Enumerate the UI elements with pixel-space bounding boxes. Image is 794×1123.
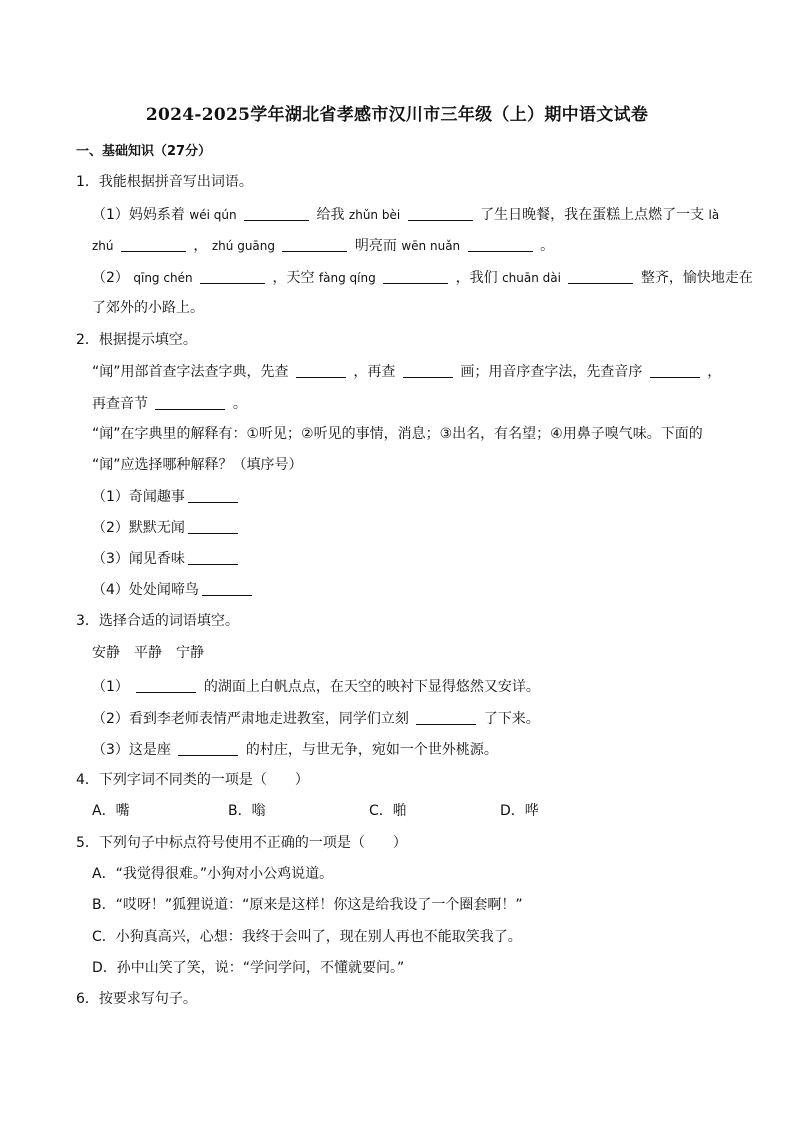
- option-b[interactable]: B．嗡: [228, 803, 266, 819]
- answer-blank[interactable]: [282, 235, 347, 252]
- pinyin: zhǔn bèi: [348, 208, 401, 222]
- question-2-line-3: “闻”在字典里的解释有：①听见；②听见的事情，消息；③出名，有名望；④用鼻子嗅气味。下面的: [92, 426, 703, 442]
- pinyin: wēn nuǎn: [401, 239, 461, 253]
- option-c[interactable]: C．小狗真高兴，心想：我终于会叫了，现在别人再也不能取笑我了。: [92, 929, 522, 945]
- question-1-line-4: 了郊外的小路上。: [92, 300, 204, 316]
- answer-blank[interactable]: [202, 579, 252, 596]
- question-3-stem: 3．选择合适的词语填空。: [76, 613, 239, 629]
- answer-blank[interactable]: [296, 361, 346, 378]
- question-3-line-3: （3）这是座 的村庄，与世无争，宛如一个世外桃源。: [92, 739, 498, 760]
- pinyin: chuān dài: [502, 271, 561, 285]
- option-a[interactable]: A．“我觉得很难。”小狗对小公鸡说道。: [92, 866, 334, 882]
- answer-blank[interactable]: [188, 548, 238, 565]
- answer-blank[interactable]: [188, 517, 238, 534]
- question-6-stem: 6．按要求写句子。: [76, 991, 197, 1007]
- answer-blank[interactable]: [383, 267, 448, 284]
- question-2-item-3: （3）闻见香味: [92, 548, 241, 569]
- pinyin: là: [708, 208, 720, 222]
- answer-blank[interactable]: [136, 676, 196, 693]
- answer-blank[interactable]: [408, 204, 473, 221]
- pinyin: zhú: [92, 239, 114, 253]
- question-2-line-1: “闻”用部首查字法查字典，先查 ，再查 画；用音序查字法，先查音序 ，: [92, 361, 721, 382]
- pinyin: wéi qún: [189, 208, 237, 222]
- answer-blank[interactable]: [403, 361, 453, 378]
- answer-blank[interactable]: [568, 267, 633, 284]
- answer-blank[interactable]: [200, 267, 265, 284]
- question-1-line-1: （1）妈妈系着 wéi qún 给我 zhǔn bèi 了生日晚餐，我在蛋糕上点燃了一支 là: [92, 204, 719, 225]
- question-2-item-4: （4）处处闻啼鸟: [92, 579, 255, 600]
- answer-blank[interactable]: [188, 486, 238, 503]
- answer-blank[interactable]: [121, 235, 186, 252]
- question-2-item-1: （1）奇闻趣事: [92, 486, 241, 507]
- pinyin: zhú guāng: [211, 239, 275, 253]
- answer-blank[interactable]: [244, 204, 309, 221]
- pinyin: fàng qíng: [318, 271, 376, 285]
- pinyin: qīng chén: [133, 271, 193, 285]
- question-1-stem: 1．我能根据拼音写出词语。: [76, 174, 253, 190]
- option-c[interactable]: C．啪: [369, 803, 407, 819]
- answer-blank[interactable]: [178, 739, 238, 756]
- question-2-stem: 2．根据提示填空。: [76, 332, 197, 348]
- question-1-line-2: zhú ， zhú guāng 明亮而 wēn nuǎn 。: [92, 235, 554, 256]
- option-a[interactable]: A．嘴: [92, 803, 130, 819]
- question-2-line-4: “闻”应选择哪种解释？（填序号）: [92, 457, 303, 473]
- answer-blank[interactable]: [650, 361, 700, 378]
- question-2-item-2: （2）默默无闻: [92, 517, 241, 538]
- question-3-word-bank: 安静 平静 宁静: [92, 645, 204, 661]
- question-5-stem: 5．下列句子中标点符号使用不正确的一项是（ ）: [76, 835, 407, 851]
- question-1-line-3: （2） qīng chén ，天空 fàng qíng ，我们 chuān dài 整齐，愉快地走在: [92, 267, 753, 288]
- question-3-line-1: （1） 的湖面上白帆点点，在天空的映衬下显得悠然又安详。: [92, 676, 540, 697]
- answer-blank[interactable]: [416, 708, 476, 725]
- question-2-line-2: 再查音节 。: [92, 393, 247, 414]
- question-3-line-2: （2）看到李老师表情严肃地走进教室，同学们立刻 了下来。: [92, 708, 540, 729]
- page-title: 2024-2025学年湖北省孝感市汉川市三年级（上）期中语文试卷: [145, 105, 649, 125]
- answer-blank[interactable]: [468, 235, 533, 252]
- answer-blank[interactable]: [155, 393, 225, 410]
- section-heading: 一、基础知识（27分）: [76, 144, 212, 159]
- option-b[interactable]: B．“哎呀！”狐狸说道：“原来是这样！你这是给我设了一个圈套啊！”: [92, 897, 523, 913]
- question-4-stem: 4．下列字词不同类的一项是（ ）: [76, 772, 309, 788]
- option-d[interactable]: D．哗: [500, 803, 539, 819]
- option-d[interactable]: D．孙中山笑了笑，说：“学问学问，不懂就要问。”: [92, 960, 405, 976]
